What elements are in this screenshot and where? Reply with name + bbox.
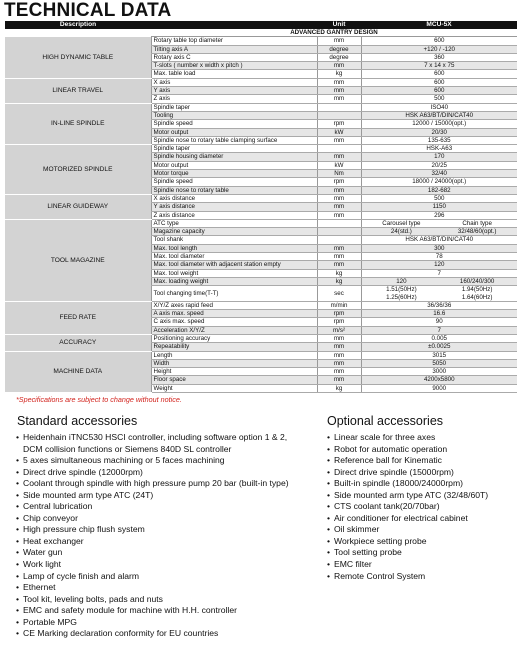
spec-value: 600 [361, 87, 517, 95]
spec-value: 600 [361, 70, 517, 78]
spec-unit: mm [317, 253, 361, 261]
spec-value: 20/30 [361, 128, 517, 136]
header-model: MCU-5X [361, 21, 517, 29]
list-item: • Work light [16, 559, 289, 571]
spec-value-split [364, 278, 516, 285]
list-item: • Reference ball for Kinematic [327, 455, 488, 467]
spec-item: Y axis [151, 87, 317, 95]
spec-unit: mm [317, 376, 361, 384]
spec-item: Spindle taper [151, 103, 317, 111]
spec-item: Tool shank [151, 236, 317, 244]
spec-value: 7 [361, 326, 517, 334]
spec-item: Z axis distance [151, 211, 317, 219]
spec-value: HSK-A63 [361, 145, 517, 153]
spec-unit [317, 228, 361, 236]
table-header-row [5, 21, 517, 29]
spec-item: Motor output [151, 128, 317, 136]
spec-item: Motor torque [151, 170, 317, 178]
spec-value: 78 [361, 253, 517, 261]
table-row [5, 334, 517, 342]
list-item: • CTS coolant tank(20/70bar) [327, 501, 488, 513]
list-item: • Water gun [16, 547, 289, 559]
list-item: • Heidenhain iTNC530 HSCI controller, including software option 1 & 2, [16, 432, 289, 444]
optional-accessories-title: Optional accessories [327, 414, 444, 428]
group-title: ADVANCED GANTRY DESIGN [151, 29, 517, 37]
spec-unit: kg [317, 70, 361, 78]
list-item: • Remote Control System [327, 571, 488, 583]
spec-item: Repeatability [151, 343, 317, 351]
list-item: • 5 axes simultaneous machining or 5 faces machining [16, 455, 289, 467]
list-item: • Portable MPG [16, 617, 289, 629]
spec-value: 300 [361, 244, 517, 252]
spec-unit: mm [317, 194, 361, 202]
spec-value: 3000 [361, 368, 517, 376]
spec-unit: degree [317, 53, 361, 61]
section-label: FEED RATE [5, 301, 151, 334]
spec-value: 0.005 [361, 334, 517, 342]
spec-item: Max. tool length [151, 244, 317, 252]
spec-value: 296 [361, 211, 517, 219]
spec-unit: rpm [317, 178, 361, 186]
spec-item: X axis [151, 78, 317, 86]
standard-accessories-list [16, 432, 289, 640]
spec-item: Rotary axis C [151, 53, 317, 61]
spec-item: Rotary table top diameter [151, 37, 317, 45]
spec-unit: kW [317, 161, 361, 169]
spec-item: Y axis distance [151, 203, 317, 211]
spec-value-split [364, 220, 516, 227]
spec-value: 36/36/36 [361, 301, 517, 309]
spec-unit: mm [317, 37, 361, 45]
spec-value: 16.6 [361, 310, 517, 318]
spec-item: C axis max. speed [151, 318, 317, 326]
table-row [5, 78, 517, 86]
spec-unit: mm [317, 62, 361, 70]
spec-unit: degree [317, 45, 361, 53]
standard-accessories-title: Standard accessories [17, 414, 138, 428]
spec-item: Positioning accuracy [151, 334, 317, 342]
spec-unit: mm [317, 186, 361, 194]
spec-item: Spindle nose to rotary table [151, 186, 317, 194]
spec-unit: kg [317, 269, 361, 277]
list-item: • CE Marking declaration conformity for EU countries [16, 628, 289, 640]
spec-unit: mm [317, 334, 361, 342]
spec-value: 5050 [361, 359, 517, 367]
table-row [5, 301, 517, 309]
spec-value: ISO40 [361, 103, 517, 111]
table-row [5, 37, 517, 45]
spec-item: Width [151, 359, 317, 367]
table-row [5, 351, 517, 359]
spec-item: Weight [151, 384, 317, 392]
spec-subvalue: 160/240/300 [459, 277, 495, 285]
list-item: • Oil skimmer [327, 524, 488, 536]
spec-unit: mm [317, 261, 361, 269]
spec-item: Z axis [151, 95, 317, 103]
section-label: MOTORIZED SPINDLE [5, 145, 151, 195]
spec-unit: mm [317, 203, 361, 211]
list-item: • High pressure chip flush system [16, 524, 289, 536]
spec-value: 90 [361, 318, 517, 326]
spec-value: 7 x 14 x 75 [361, 62, 517, 70]
spec-value: 170 [361, 153, 517, 161]
spec-value: 3015 [361, 351, 517, 359]
spec-subvalue: 24(std.) [390, 228, 412, 236]
spec-unit: rpm [317, 310, 361, 318]
spec-unit: mm [317, 359, 361, 367]
spec-body [5, 29, 517, 393]
spec-unit: rpm [317, 120, 361, 128]
spec-unit: m/min [317, 301, 361, 309]
list-item: • Tool setting probe [327, 547, 488, 559]
spec-unit [317, 145, 361, 153]
section-label: TOOL MAGAZINE [5, 219, 151, 301]
spec-unit: kg [317, 277, 361, 285]
spec-unit: Nm [317, 170, 361, 178]
section-label: IN-LINE SPINDLE [5, 103, 151, 144]
spec-value: 500 [361, 95, 517, 103]
spec-item: Max. tool diameter with adjacent station empty [151, 261, 317, 269]
spec-value-split [364, 286, 516, 301]
spec-unit: mm [317, 368, 361, 376]
spec-item: T-slots ( number x width x pitch ) [151, 62, 317, 70]
list-item: • Air conditioner for electrical cabinet [327, 513, 488, 525]
spec-unit: mm [317, 244, 361, 252]
table-row [5, 145, 517, 153]
section-label: MACHINE DATA [5, 351, 151, 392]
spec-value [361, 219, 517, 227]
section-label: ACCURACY [5, 334, 151, 351]
spec-item: Spindle speed [151, 178, 317, 186]
spec-item: ATC type [151, 219, 317, 227]
spec-item: X axis distance [151, 194, 317, 202]
list-item: DCM collision functions or Siemens 840D SL controller [23, 443, 232, 454]
spec-value: 600 [361, 78, 517, 86]
header-spacer [151, 21, 317, 29]
spec-item: Tool changing time(T-T) [151, 286, 317, 302]
spec-unit: sec [317, 286, 361, 302]
spec-subvalue: 120 [396, 277, 407, 285]
spec-item: Tooling [151, 111, 317, 119]
spec-unit [317, 103, 361, 111]
spec-value: ±0.0025 [361, 343, 517, 351]
spec-unit [317, 236, 361, 244]
list-item: • Heat exchanger [16, 536, 289, 548]
list-item: • Central lubrication [16, 501, 289, 513]
table-row [5, 219, 517, 227]
spec-value [361, 277, 517, 285]
list-item: • Tool kit, leveling bolts, pads and nuts [16, 594, 289, 606]
list-item: • Lamp of cycle finish and alarm [16, 571, 289, 583]
spec-value: 135-635 [361, 136, 517, 144]
list-item: • Chip conveyor [16, 513, 289, 525]
list-item: • Coolant through spindle with high pressure pump 20 bar (built-in type) [16, 478, 289, 490]
spec-item: A axis max. speed [151, 310, 317, 318]
spec-value [361, 286, 517, 302]
spec-item: Tilting axis A [151, 45, 317, 53]
spec-unit: mm [317, 78, 361, 86]
spec-item: Length [151, 351, 317, 359]
spec-unit: m/s² [317, 326, 361, 334]
section-label: LINEAR TRAVEL [5, 78, 151, 103]
spec-unit: mm [317, 153, 361, 161]
list-item: • Direct drive spindle (15000rpm) [327, 467, 488, 479]
list-item: • Direct drive spindle (12000rpm) [16, 467, 289, 479]
list-item: • Side mounted arm type ATC (32/48/60T) [327, 490, 488, 502]
list-item: • Linear scale for three axes [327, 432, 488, 444]
spec-unit: kg [317, 384, 361, 392]
spec-item: Spindle housing diameter [151, 153, 317, 161]
spec-table [5, 21, 517, 393]
spec-value: 32/40 [361, 170, 517, 178]
section-label: LINEAR GUIDEWAY [5, 194, 151, 219]
spec-value: HSK A63/BT/DIN/CAT40 [361, 236, 517, 244]
spec-item: Floor space [151, 376, 317, 384]
spec-value: +120 / -120 [361, 45, 517, 53]
spec-value: 18000 / 24000(opt.) [361, 178, 517, 186]
optional-accessories-list [327, 432, 488, 582]
spec-unit: mm [317, 95, 361, 103]
list-item: • Robot for automatic operation [327, 444, 488, 456]
header-description: Description [5, 21, 151, 29]
spec-item: Max. tool weight [151, 269, 317, 277]
spec-value: 9000 [361, 384, 517, 392]
spec-value: 1150 [361, 203, 517, 211]
spec-value: 182-682 [361, 186, 517, 194]
spec-unit: mm [317, 343, 361, 351]
spec-value: 500 [361, 194, 517, 202]
spec-note: *Specifications are subject to change without notice. [16, 395, 182, 404]
spec-item: Max. loading weight [151, 277, 317, 285]
spec-item: Spindle taper [151, 145, 317, 153]
spec-item: X/Y/Z axes rapid feed [151, 301, 317, 309]
spec-value: HSK A63/BT/DIN/CAT40 [361, 111, 517, 119]
spec-unit: mm [317, 136, 361, 144]
list-item: • Built-in spindle (18000/24000rpm) [327, 478, 488, 490]
spec-item: Spindle nose to rotary table clamping surface [151, 136, 317, 144]
spec-unit [317, 219, 361, 227]
spec-unit: mm [317, 351, 361, 359]
spec-item: Max. tool diameter [151, 253, 317, 261]
spec-item: Height [151, 368, 317, 376]
spec-subvalue: 32/48/60(opt.) [457, 228, 497, 236]
spec-value: 20/25 [361, 161, 517, 169]
spec-subvalue: Chain type [462, 219, 492, 227]
spec-item: Magazine capacity [151, 228, 317, 236]
section-label: HIGH DYNAMIC TABLE [5, 37, 151, 78]
spec-value: 600 [361, 37, 517, 45]
list-item: • EMC filter [327, 559, 488, 571]
list-item: • EMC and safety module for machine with H.H. controller [16, 605, 289, 617]
spec-unit: kW [317, 128, 361, 136]
list-item: • Ethernet [16, 582, 289, 594]
spec-value: 120 [361, 261, 517, 269]
spec-item: Spindle speed [151, 120, 317, 128]
spec-subvalue: 1.94(50Hz) 1.64(60Hz) [461, 286, 493, 301]
spec-item: Motor output [151, 161, 317, 169]
spec-subvalue: 1.51(50Hz) 1.25(60Hz) [386, 286, 417, 301]
spec-value-split [364, 228, 516, 235]
spec-unit: mm [317, 87, 361, 95]
spec-value: 360 [361, 53, 517, 61]
list-item: • Side mounted arm type ATC (24T) [16, 490, 289, 502]
table-row [5, 103, 517, 111]
spec-value: 7 [361, 269, 517, 277]
page-title: TECHNICAL DATA [4, 0, 172, 21]
table-row [5, 194, 517, 202]
spec-item: Max. table load [151, 70, 317, 78]
spec-unit: rpm [317, 318, 361, 326]
spec-value [361, 228, 517, 236]
spec-unit: mm [317, 211, 361, 219]
header-unit: Unit [317, 21, 361, 29]
spec-value: 4200x5800 [361, 376, 517, 384]
spec-unit [317, 111, 361, 119]
spec-subvalue: Carousel type [382, 219, 421, 227]
spec-value: 12000 / 15000(opt.) [361, 120, 517, 128]
spec-item: Acceleration X/Y/Z [151, 326, 317, 334]
list-item: • Workpiece setting probe [327, 536, 488, 548]
